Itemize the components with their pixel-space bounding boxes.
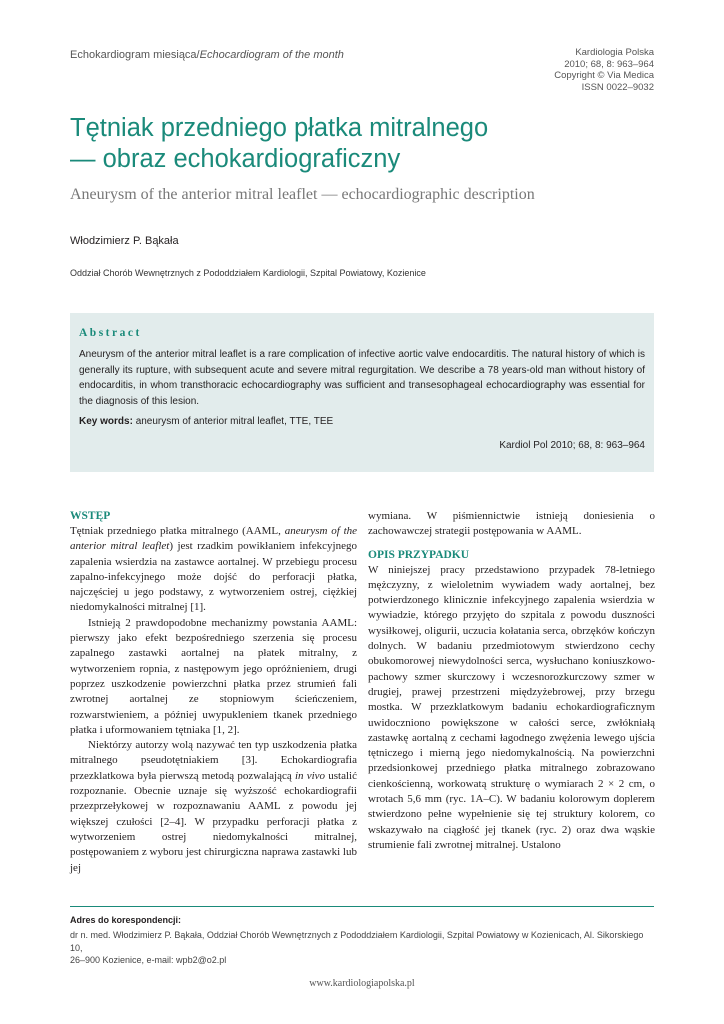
keywords-label: Key words: xyxy=(79,416,133,427)
article-subtitle: Aneurysm of the anterior mitral leaflet — echocardiographic description xyxy=(70,186,535,203)
correspondence-label: Adres do korespondencji: xyxy=(70,915,182,925)
journal-issn: ISSN 0022–9032 xyxy=(581,81,654,93)
left-column xyxy=(70,509,357,876)
case-paragraph-1: W niniejszej pracy przedstawiono przypadek 78-letniego mężczyzny, z wieloletnim wywiadem wady aortalnej, bez potwierdzonego klinicznie infekcyjnego zapalenia wsierdzia w wywiadzie, którego przyjęto do szpitala z powodu duszności wysiłkowej, oligurii, uczucia kołatania serca, obrzęków kończyn dolnych. W badaniu przedmiotowym stwierdzono cechy obukomorowej niewydolności serca, wysłuchano koniuszkowo-pachowy szmer skurczowy i wczesnorozkurczowy szmer w drugiej, prawej przestrzeni międzyżebrowej, przy brzegu mostka. W przezklatkowym badaniu echokardiograficznym uwidoczniono powiększone w całości serce, zwłókniałą zastawkę aortalną z cechami łagodnego zwężenia lewego ujścia tętniczego i mierną jego niedomykalnością. Na powierzchni przedsionkowej przedniego płatka mitralnego zobrazowano cienkościenną, workowatą strukturę o wymiarach 2 × 2 cm, o wrotach 5,6 mm (ryc. 1A–C). W badaniu kolorowym doplerem stwierdzono pełne wypełnienie się tej struktury kolorem, co wskazywało na ciągłość jej tkanek (ryc. 2) oraz dwa wąskie strumienie fali zwrotnej mitralnej. Ustalono xyxy=(368,563,655,851)
journal-copyright: Copyright © Via Medica xyxy=(554,70,654,81)
section-label-en: Echocardiogram of the month xyxy=(199,49,344,61)
intro-p1-italic: aneurysm of the anterior mitral leaflet xyxy=(70,525,358,553)
case-heading: OPIS PRZYPADKU xyxy=(368,548,470,561)
journal-website[interactable]: www.kardiologiapolska.pl xyxy=(309,978,415,989)
journal-info xyxy=(554,47,654,93)
right-column xyxy=(368,509,655,853)
section-label-pl: Echokardiogram miesiąca/ xyxy=(70,49,200,61)
article-title xyxy=(70,113,670,175)
intro-paragraph-2: Istnieją 2 prawdopodobne mechanizmy powstania AAML: pierwszy jako efekt bezpośredniego szerzenia się procesu zapalnego zastawki aortalnej na płatek mitralny, z wytworzeniem ropnia, z następowym jego opróżnieniem, drugi poprzez uszkodzenie powierzchni płatka przez strumień fali zwrotnej aortalnej ze stopniowym ścieńczeniem, rozwarstwieniem, a później uwypukleniem tkanek przedniego płatka i uformowaniem tętniaka [1, 2]. xyxy=(70,616,357,736)
citation: Kardiol Pol 2010; 68, 8: 963–964 xyxy=(499,440,645,451)
running-header xyxy=(70,49,344,61)
journal-issue: 2010; 68, 8: 963–964 xyxy=(564,58,654,70)
correspondence-line-2: 26–900 Kozienice, e-mail: wpb2@o2.pl xyxy=(70,955,227,965)
journal-name: Kardiologia Polska xyxy=(575,47,654,58)
abstract-text: Aneurysm of the anterior mitral leaflet is a rare complication of infective aortic valve endocarditis. The natural history of which is generally its rupture, with subsequent acute and severe mitral regurgitation. We describe a 78 years-old man without history of endocarditis, in whom transthoracic echocardiography was sufficient and transesophageal echocardiography was essential for the diagnosis of this lesion. xyxy=(79,349,645,407)
author-name: Włodzimierz P. Bąkała xyxy=(70,235,179,247)
intro-paragraph-1 xyxy=(70,524,357,616)
title-line-1: Tętniak przedniego płatka mitralnego xyxy=(70,114,489,142)
intro-p1-text-a: Tętniak przedniego płatka mitralnego (AAML, xyxy=(70,525,285,537)
intro-paragraph-3 xyxy=(70,738,357,876)
correspondence-address xyxy=(70,929,654,967)
intro-p3-italic: in vivo xyxy=(294,769,326,782)
title-line-2: — obraz echokardiograficzny xyxy=(70,145,401,173)
intro-p1-text-b: ) jest rzadkim powikłaniem infekcyjnego zapalenia wsierdzia na zastawce aortalnej. W przebiegu procesu zapalno-infekcyjnego może dojść do perforacji płatka, najczęściej u jego podstawy, z wytworzeniem ostrej, ciężkiej niedomykalności mitralnej [1]. xyxy=(70,540,357,614)
abstract-heading: Abstract xyxy=(79,327,142,339)
footer-divider xyxy=(70,906,654,907)
correspondence-line-1: dr n. med. Włodzimierz P. Bąkała, Oddział Chorób Wewnętrznych z Pododdziałem Kardiologii, Szpital Powiatowy w Kozienicach, Al. Sikorskiego 10, xyxy=(70,930,644,953)
intro-p3-text-b: ustalić rozpoznanie. Obecnie uznaje się wyższość echokardiografii przezprzełykowej w rozpoznawaniu AAML z powodu jej większej czułości [2–4]. W przypadku perforacji płatka z wytworzeniem ostrej niedomykalności mitralnej, postępowaniem z wyboru jest chirurgiczna naprawa zastawki lub jej xyxy=(70,769,357,874)
intro-heading: WSTĘP xyxy=(70,510,111,522)
right-paragraph-1: wymiana. W piśmiennictwie istnieją doniesienia o zachowawczej strategii postępowania w AAML. xyxy=(368,510,655,538)
keywords xyxy=(79,416,645,427)
intro-p3-text-a: Niektórzy autorzy wolą nazywać ten typ uszkodzenia płatka mitralnego pseudotętniakiem [3]. Echokardiografia przezklatkowa była pierwszą metodą pozwalającą xyxy=(70,739,357,782)
abstract-box xyxy=(70,313,654,472)
author-affiliation: Oddział Chorób Wewnętrznych z Pododdziałem Kardiologii, Szpital Powiatowy, Kozienice xyxy=(70,268,426,278)
keywords-list: aneurysm of anterior mitral leaflet, TTE, TEE xyxy=(135,416,334,427)
